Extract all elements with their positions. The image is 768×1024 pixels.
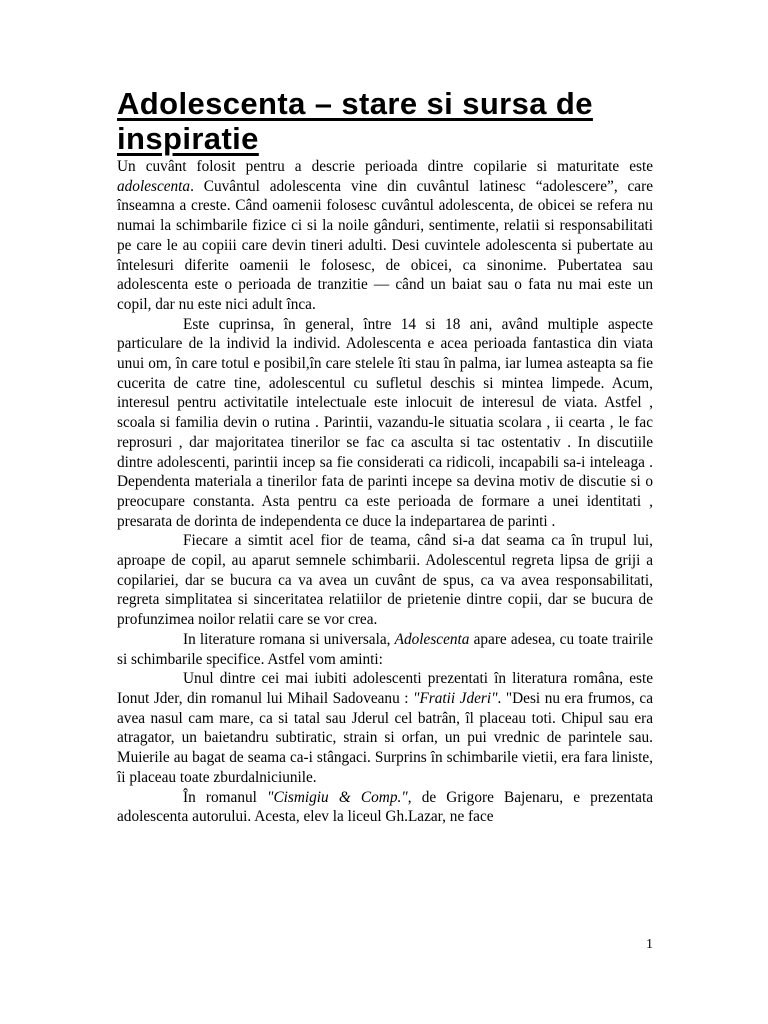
p4-text-b: apare adesea, cu toate trairile si schimbarile specifice. Astfel vom aminti: <box>117 630 653 668</box>
paragraph-3: Fiecare a simtit acel fior de teama, când si-a dat seama ca în trupul lui, aproape de copil, au aparut semnele schimbarii. Adolescentul regreta lipsa de griji a copilariei, dar se bucura ca va avea un cuvânt de spus, ca va avea responsabilitati, regreta simplitatea si sinceritatea relatiilor de prietenie dintre copii, dar se bucura de profunzimea noilor relatii care se vor crea. <box>117 532 653 629</box>
paragraph-4 <box>117 630 653 669</box>
p6-text-b: , de Grigore Bajenaru, e prezentata adolescenta autorului. Acesta, elev la liceul Gh.Lazar, ne face <box>117 788 653 826</box>
p6-text-a: În romanul <box>183 788 268 806</box>
p6-italic-title: "Cismigiu & Comp." <box>267 788 408 806</box>
p5-text-a: Unul dintre cei mai iubiti adolescenti prezentati în literatura româna, este Ionut Jder, din romanul lui Mihail Sadoveanu : <box>117 670 653 707</box>
page-number: 1 <box>646 937 653 952</box>
p5-text-b: . "Desi nu era frumos, ca avea nasul cam mare, ca si tatal sau Jderul cel batrân, îl placeau toti. Chipul sau era atragator, un baietandru subtiratic, strain si orfan, un pui vrednic de parintele sau. Muierile au bagat de seama ca-i stângaci. Surprins în schimbarile vietii, era fara liniste, îi placeau toate zburdalniciunile. <box>117 689 653 786</box>
p1-text-a: Un cuvânt folosit pentru a descrie perioada dintre copilarie si maturitate este <box>117 158 653 175</box>
p1-text-b: . Cuvântul adolescenta vine din cuvântul latinesc “adolescere”, care înseamna a creste. Când oamenii folosesc cuvântul adolescenta, de obicei se refera nu numai la schimbarile fizice ci si la noile gânduri, sentimente, relatii si responsabilitati pe care le au copiii care devin tineri adulti. Desi cuvintele adolescenta si pubertate au întelesuri diferite oamenii le folosesc, de obicei, ca sinonime. Pubertatea sau adolescenta este o perioada de tranzitie — când un baiat sau o fata nu mai este un copil, dar nu este nici adult înca. <box>117 177 653 313</box>
paragraph-6 <box>117 788 653 827</box>
document-title: Adolescenta – stare si sursa de inspiratie <box>117 86 593 156</box>
paragraph-1 <box>117 157 653 315</box>
p1-italic-term: adolescenta <box>117 177 191 195</box>
p4-italic-term: Adolescenta <box>394 630 470 648</box>
document-page <box>117 86 653 827</box>
paragraph-5 <box>117 669 653 787</box>
p4-text-a: In literature romana si universala, <box>183 630 395 648</box>
document-body <box>117 157 653 827</box>
p5-italic-title: "Fratii Jderi" <box>413 689 498 707</box>
paragraph-2: Este cuprinsa, în general, între 14 si 18 ani, având multiple aspecte particulare de la individ la individ. Adolescenta e acea perioada fantastica din viata unui om, în care totul e posibil,în care stelele îti stau în palma, iar lumea asteapta sa fie cucerita de catre tine, adolescentul cu sufletul deschis si mintea limpede. Acum, interesul pentru activitatile intelectuale este inlocuit de interesul de viata. Astfel , scoala si familia devin o rutina . Parintii, vazandu-le situatia scolara , ii cearta , le fac reprosuri , dar majoritatea tinerilor se fac ca asculta si tac ostentativ . In discutiile dintre adolescenti, parintii incep sa fie considerati ca ridicoli, incapabili sa-i inteleaga . Dependenta materiala a tinerilor fata de parinti incepe sa devina motiv de discutie si o preocupare constanta. Asta pentru ca este perioada de formare a unei identitati , presarata de dorinta de independenta ce duce la indepartarea de parinti . <box>117 315 653 530</box>
